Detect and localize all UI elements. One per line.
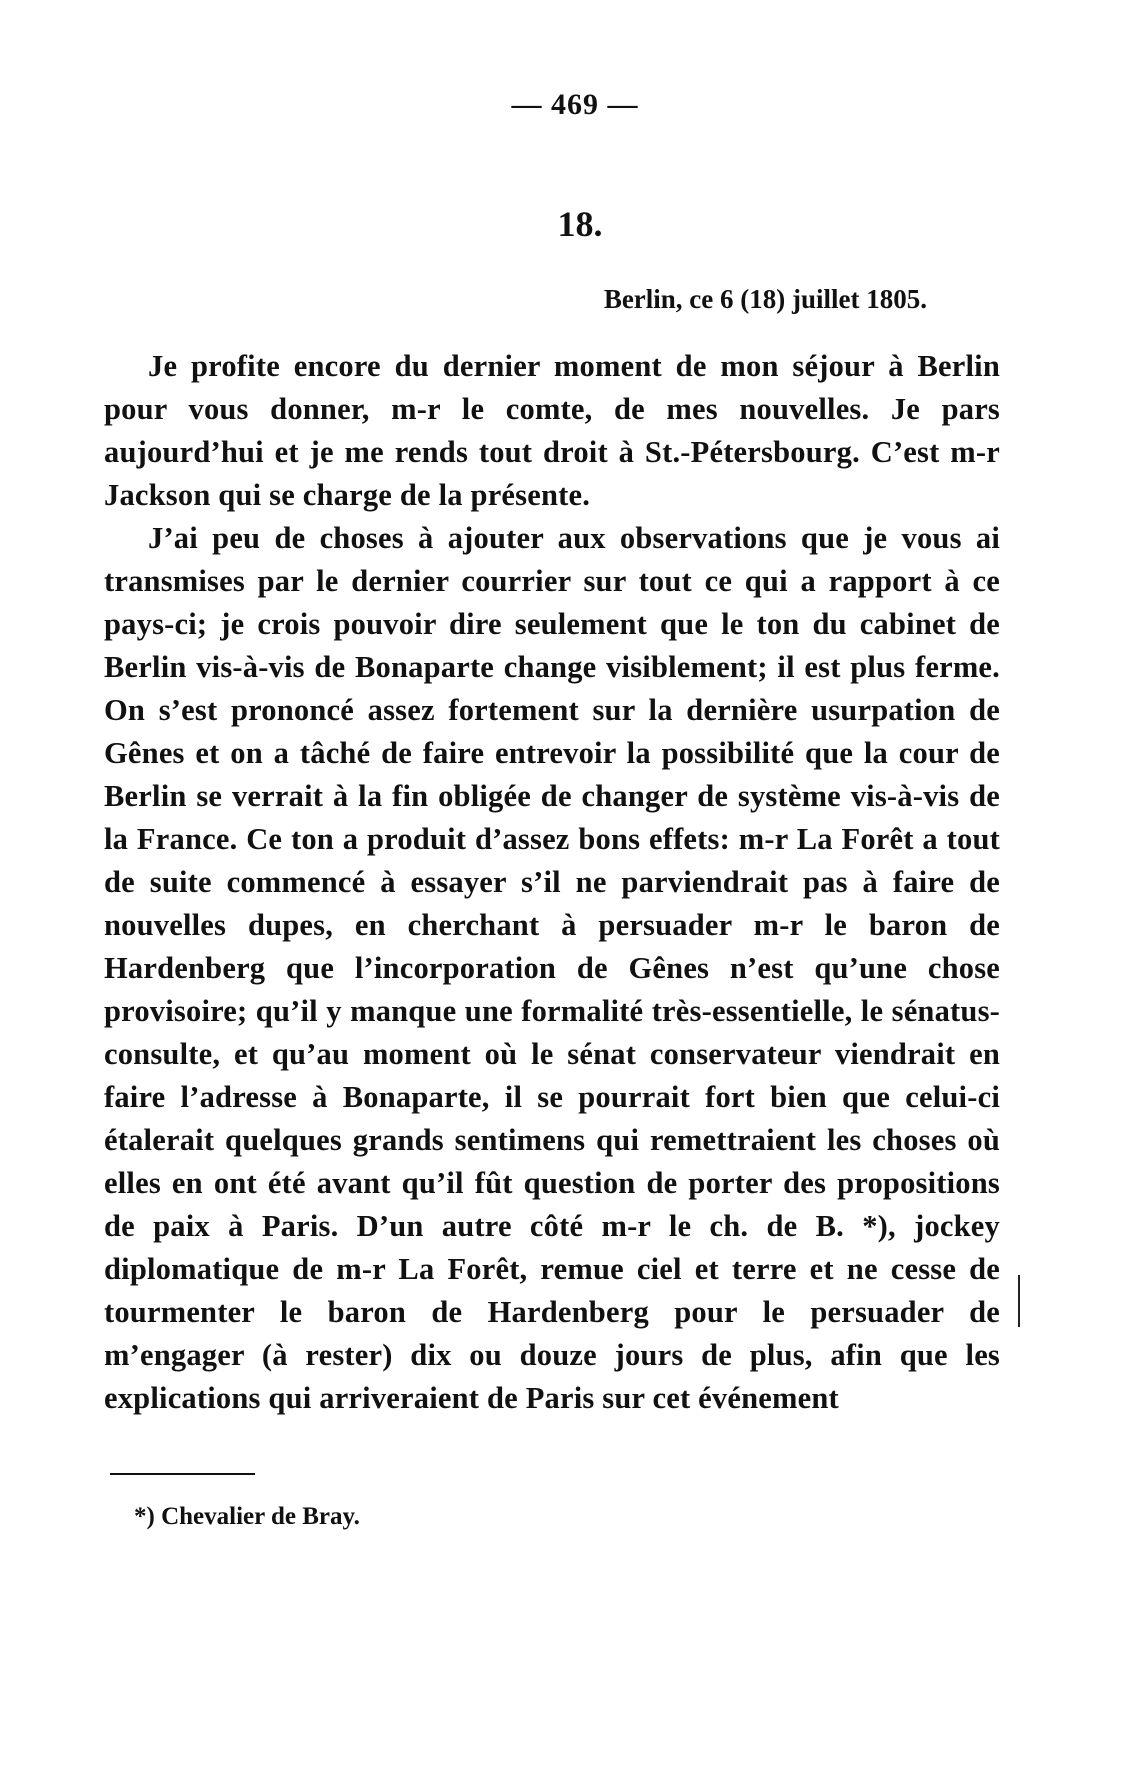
letter-dateline: Berlin, ce 6 (18) juillet 1805. [603,284,927,314]
footnote: *) Chevalier de Bray. [134,1503,360,1530]
letter-body [104,345,1000,1420]
document-number: 18. [557,204,603,244]
paragraph-1: Je profite encore du dernier moment de mon séjour à Berlin pour vous donner, m-r le comte, de mes nouvelles. Je pars aujourd’hui et je me rends tout droit à St.-Pétersbourg. C’est m-r Jackson qui se charge de la présente. [104,349,1000,512]
paragraph-2: J’ai peu de choses à ajouter aux observations que je vous ai transmises par le dernier courrier sur tout ce qui a rapport à ce pays-ci; je crois pouvoir dire seulement que le ton du cabinet de Berlin vis-à-vis de Bonaparte change visiblement; il est plus ferme. On s’est prononcé assez fortement sur la dernière usurpation de Gênes et on a tâché de faire entrevoir la possibilité que la cour de Berlin se verrait à la fin obligée de changer de système vis-à-vis de la France. Ce ton a produit d’assez bons effets: m-r La Forêt a tout de suite commencé à essayer s’il ne parviendrait pas à faire de nouvelles dupes, en cherchant à persuader m-r le baron de Hardenberg que l’incorporation de Gênes n’est qu’une chose provisoire; qu’il y manque une formalité très-essentielle, le sénatus-consulte, et qu’au moment où le sénat conservateur viendrait en faire l’adresse à Bonaparte, il se pourrait fort bien que celui-ci étalerait quelques grands sentimens qui remettraient les choses où elles en ont été avant qu’il fût question de porter des propositions de paix à Paris. D’un autre côté m-r le ch. de B. *), jockey diplomatique de m-r La Forêt, remue ciel et terre et ne cesse de tourmenter le baron de Hardenberg pour le persuader de m’engager (à rester) dix ou douze jours de plus, afin que les explications qui arriveraient de Paris sur cet événement [104,521,1000,1415]
margin-mark [1018,1275,1020,1327]
page-number-header: — 469 — [511,88,639,121]
footnote-divider [110,1473,255,1475]
